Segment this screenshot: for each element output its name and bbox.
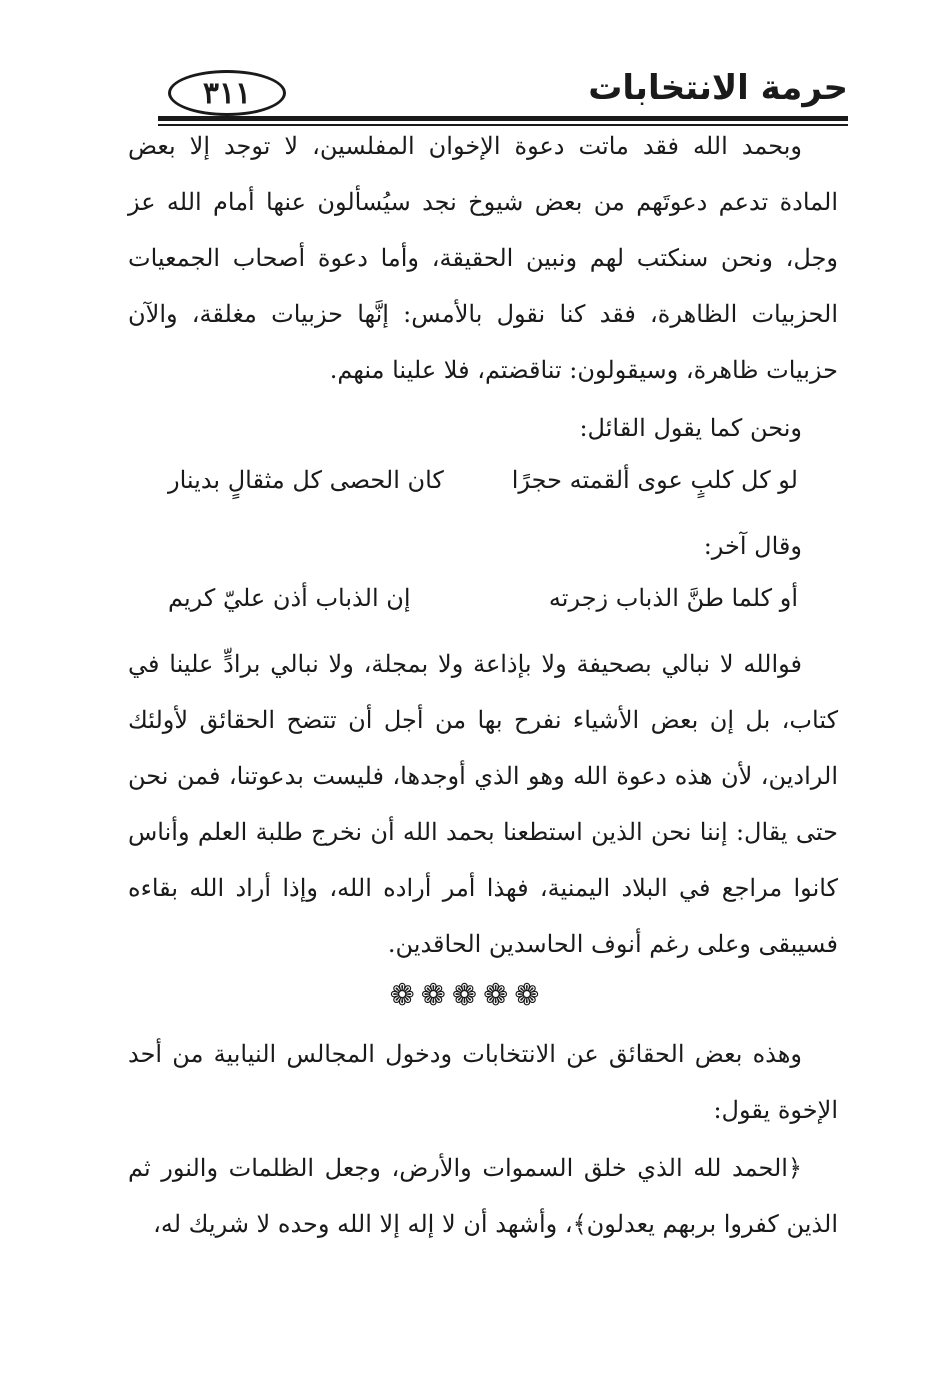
- book-title: حرمة الانتخابات: [588, 68, 848, 108]
- section-ornament-divider: ❁❁❁❁❁: [389, 978, 546, 1013]
- verse-2: [128, 584, 838, 624]
- verse-1-first-hemistich: لو كل كلبٍ عوى ألقمته حجرًا: [511, 466, 798, 494]
- paragraph-4: ﴿الحمد لله الذي خلق السموات والأرض، وجعل الظلمات والنور ثم الذين كفروا بربهم يعدلون﴾، وأشهد أن لا إله إلا الله وحده لا شريك له،: [128, 1154, 838, 1238]
- paragraph-1: وبحمد الله فقد ماتت دعوة الإخوان المفلسين، لا توجد إلا بعض المادة تدعم دعوتَهم من بعض شيوخ نجد سيُسألون عنها أمام الله عز وجل، ونحن سنكتب لهم ونبين الحقيقة، وأما دعوة أصحاب الجمعيات الحزبيات الظاهرة، فقد كنا نقول بالأمس: إنَّها حزبيات مغلقة، والآن حزبيات ظاهرة، وسيقولون: تناقضتم، فلا علينا منهم.: [128, 132, 838, 384]
- page-header: [118, 48, 848, 126]
- paragraph-2: فوالله لا نبالي بصحيفة ولا بإذاعة ولا بمجلة، ولا نبالي برادٍّ علينا في كتاب، بل إن بعض الأشياء نفرح بها من أجل أن تتضح الحقائق لأولئك الرادين، لأن هذه دعوة الله وهو الذي أوجدها، فليست بدعوتنا، فمن نحن حتى يقال: إننا نحن الذين استطعنا بحمد الله أن نخرج طلبة العلم وأناس كانوا مراجع في البلاد اليمنية، فهذا أمر أراده الله، وإذا أراد الله بقاءه فسيبقى وعلى رغم أنوف الحاسدين الحاقدين.: [128, 650, 838, 958]
- verse-1-second-hemistich: كان الحصى كل مثقالٍ بدينار: [168, 466, 444, 494]
- verse-2-second-hemistich: إن الذباب أذن عليّ كريم: [168, 584, 411, 612]
- page-number-text: ٣١١: [202, 75, 252, 111]
- verse-2-first-hemistich: أو كلما طنَّ الذباب زجرته: [548, 584, 798, 612]
- verse-intro-1: ونحن كما يقول القائل:: [579, 414, 802, 442]
- verse-1: [128, 466, 838, 506]
- page-number: [168, 70, 286, 116]
- paragraph-3: وهذه بعض الحقائق عن الانتخابات ودخول المجالس النيابية من أحد الإخوة يقول:: [128, 1040, 838, 1124]
- verse-intro-2: وقال آخر:: [703, 532, 802, 560]
